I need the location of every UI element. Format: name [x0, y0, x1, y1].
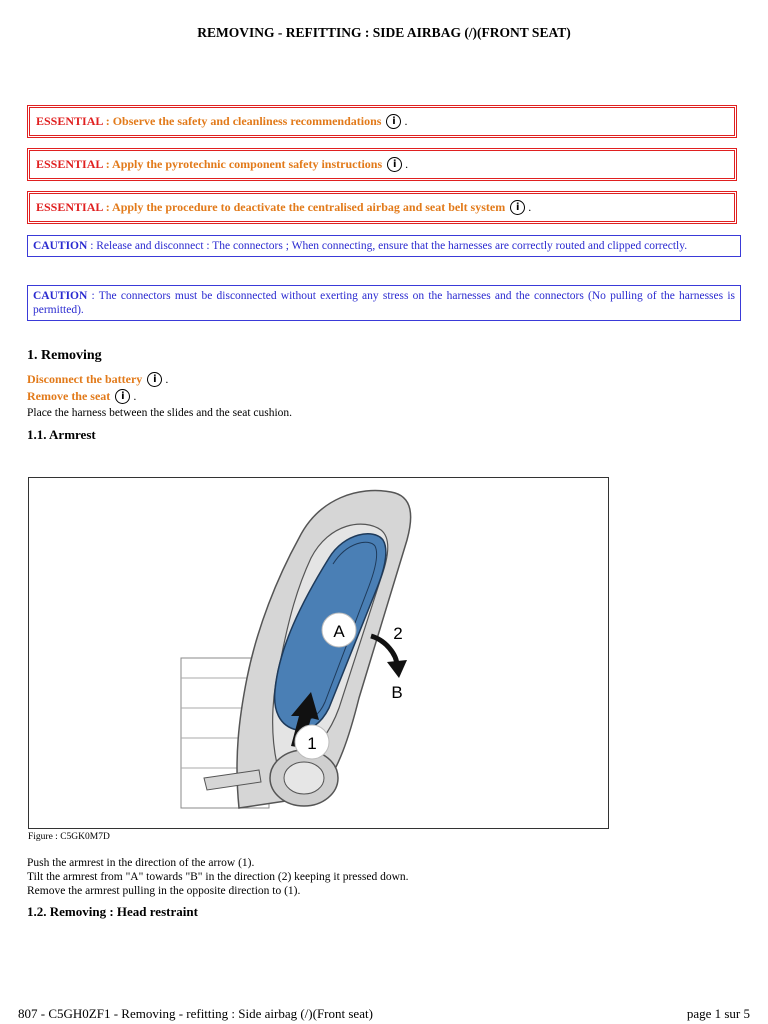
caution-box-harness	[27, 285, 741, 321]
info-icon[interactable]: i	[147, 372, 162, 387]
caution-text: : Release and disconnect : The connectors ; When connecting, ensure that the harnesses are correctly routed and clipped correctly.	[87, 240, 688, 252]
essential-box-safety: ESSENTIAL : Observe the safety and cleanliness recommendations i .	[27, 105, 737, 138]
info-icon[interactable]: i	[387, 157, 402, 172]
info-icon[interactable]: i	[386, 114, 401, 129]
armrest-figure	[28, 477, 609, 829]
section-heading-head-restraint: 1.2. Removing : Head restraint	[27, 904, 198, 919]
essential-box-deactivate-airbag: ESSENTIAL : Apply the procedure to deactivate the centralised airbag and seat belt system i .	[27, 191, 737, 224]
section-heading-removing: 1. Removing	[27, 348, 102, 363]
harness-note: Place the harness between the slides and the seat cushion.	[27, 407, 293, 419]
essential-label: ESSENTIAL	[36, 200, 103, 214]
caution-label: CAUTION	[33, 240, 88, 252]
essential-label: ESSENTIAL	[36, 114, 103, 128]
link-disconnect-battery[interactable]: Disconnect the battery i .	[27, 372, 169, 386]
footer-document-reference: 807 - C5GH0ZF1 - Removing - refitting : Side airbag (/)(Front seat)	[18, 1006, 373, 1021]
footer-page-number: page 1 sur 5	[686, 1006, 750, 1021]
caution-box-connectors	[27, 235, 741, 257]
figure-label-b: B	[391, 683, 403, 702]
essential-text[interactable]: : Apply the procedure to deactivate the centralised airbag and seat belt system	[102, 200, 506, 214]
figure-label-1: 1	[307, 734, 317, 753]
caution-text: : The connectors must be disconnected without exerting any stress on the harnesses and the connectors (No pulling of the harnesses is permitted).	[33, 290, 735, 316]
figure-label-a: A	[333, 622, 345, 641]
armrest-illustration	[29, 478, 609, 829]
step-remove-armrest: Remove the armrest pulling in the opposite direction to (1).	[27, 885, 301, 897]
essential-text[interactable]: : Observe the safety and cleanliness recommendations	[102, 114, 382, 128]
section-heading-armrest: 1.1. Armrest	[27, 427, 96, 442]
essential-text[interactable]: : Apply the pyrotechnic component safety instructions	[102, 157, 383, 171]
essential-label: ESSENTIAL	[36, 157, 103, 171]
step-push-armrest: Push the armrest in the direction of the arrow (1).	[27, 857, 255, 869]
figure-label-2: 2	[393, 624, 403, 643]
link-remove-seat[interactable]: Remove the seat i .	[27, 389, 137, 403]
essential-box-pyrotechnic: ESSENTIAL : Apply the pyrotechnic component safety instructions i .	[27, 148, 737, 181]
page-title: REMOVING - REFITTING : SIDE AIRBAG (/)(FRONT SEAT)	[197, 25, 571, 40]
figure-caption: Figure : C5GK0M7D	[28, 832, 110, 842]
caution-label: CAUTION	[33, 290, 88, 302]
info-icon[interactable]: i	[510, 200, 525, 215]
info-icon[interactable]: i	[115, 389, 130, 404]
step-tilt-armrest: Tilt the armrest from "A" towards "B" in the direction (2) keeping it pressed down.	[27, 871, 409, 883]
